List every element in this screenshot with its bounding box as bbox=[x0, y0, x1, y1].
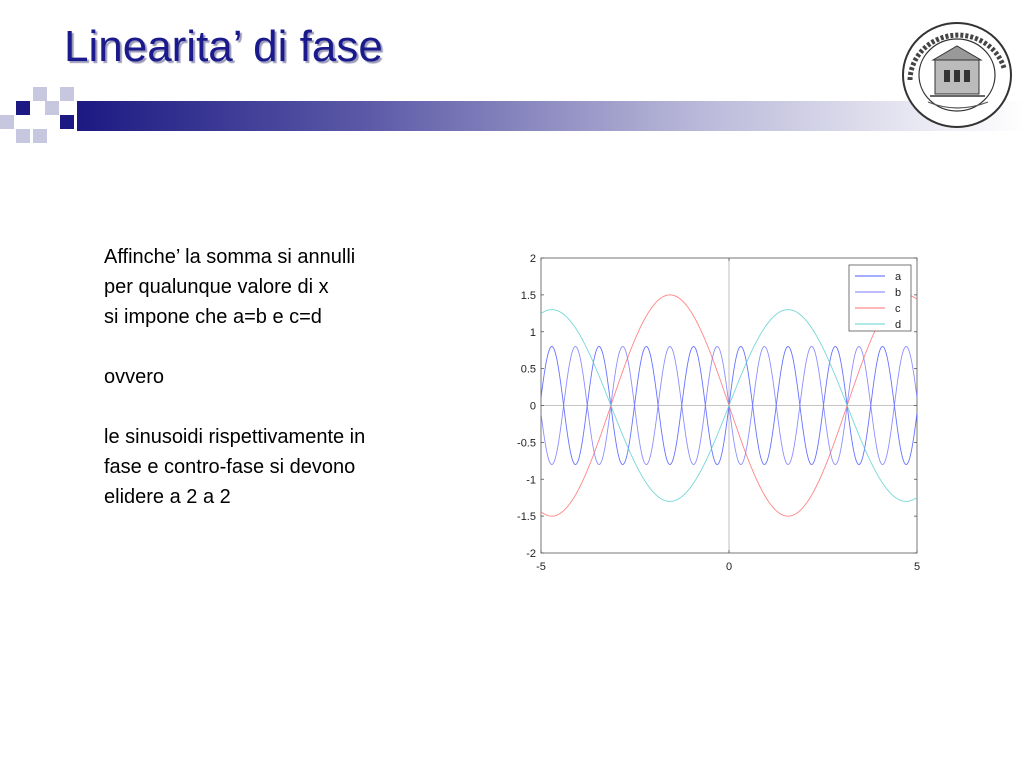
deco-square-light bbox=[0, 115, 14, 129]
text-line: le sinusoidi rispettivamente in bbox=[104, 426, 366, 448]
header-gradient-bar bbox=[77, 101, 1024, 131]
x-tick-label: 0 bbox=[725, 561, 733, 573]
text-line: per qualunque valore di x bbox=[104, 276, 329, 298]
y-tick-label: 1.5 bbox=[520, 289, 536, 302]
deco-square-dark bbox=[60, 115, 74, 129]
deco-square-dark bbox=[16, 101, 30, 115]
y-tick-label: -0.5 bbox=[517, 437, 536, 450]
legend-label-c: c bbox=[895, 303, 901, 315]
legend-box bbox=[849, 265, 911, 331]
deco-square-light bbox=[33, 87, 47, 101]
legend-label-b: b bbox=[895, 287, 902, 299]
legend-label-d: d bbox=[895, 319, 902, 331]
university-seal-logo bbox=[900, 20, 1015, 130]
deco-square-light bbox=[33, 129, 47, 143]
deco-square-light bbox=[45, 101, 59, 115]
y-tick-label: -2 bbox=[526, 548, 536, 560]
sinusoid-line-chart bbox=[495, 245, 935, 585]
text-line: fase e contro-fase si devono bbox=[104, 456, 356, 478]
y-tick-label: 2 bbox=[529, 253, 536, 265]
y-tick-label: -1.5 bbox=[517, 511, 536, 524]
text-line: Affinche’ la somma si annulli bbox=[104, 246, 356, 268]
paragraph bbox=[104, 242, 464, 332]
body-text bbox=[104, 242, 464, 512]
paragraph bbox=[104, 362, 464, 392]
text-line: si impone che a=b e c=d bbox=[104, 306, 322, 328]
legend-label-a: a bbox=[895, 271, 902, 283]
y-tick-label: 1 bbox=[529, 326, 536, 339]
x-tick-label: -5 bbox=[536, 561, 546, 573]
deco-square-light bbox=[60, 87, 74, 101]
y-tick-label: 0 bbox=[529, 400, 536, 413]
text-line: ovvero bbox=[104, 366, 165, 388]
paragraph bbox=[104, 422, 464, 512]
x-tick-label: 5 bbox=[913, 561, 921, 573]
deco-square-light bbox=[16, 129, 30, 143]
y-tick-label: -1 bbox=[526, 474, 536, 487]
text-line: elidere a 2 a 2 bbox=[104, 486, 231, 508]
y-tick-label: 0.5 bbox=[520, 363, 536, 376]
slide-title: Linearita’ di fase bbox=[64, 22, 383, 71]
